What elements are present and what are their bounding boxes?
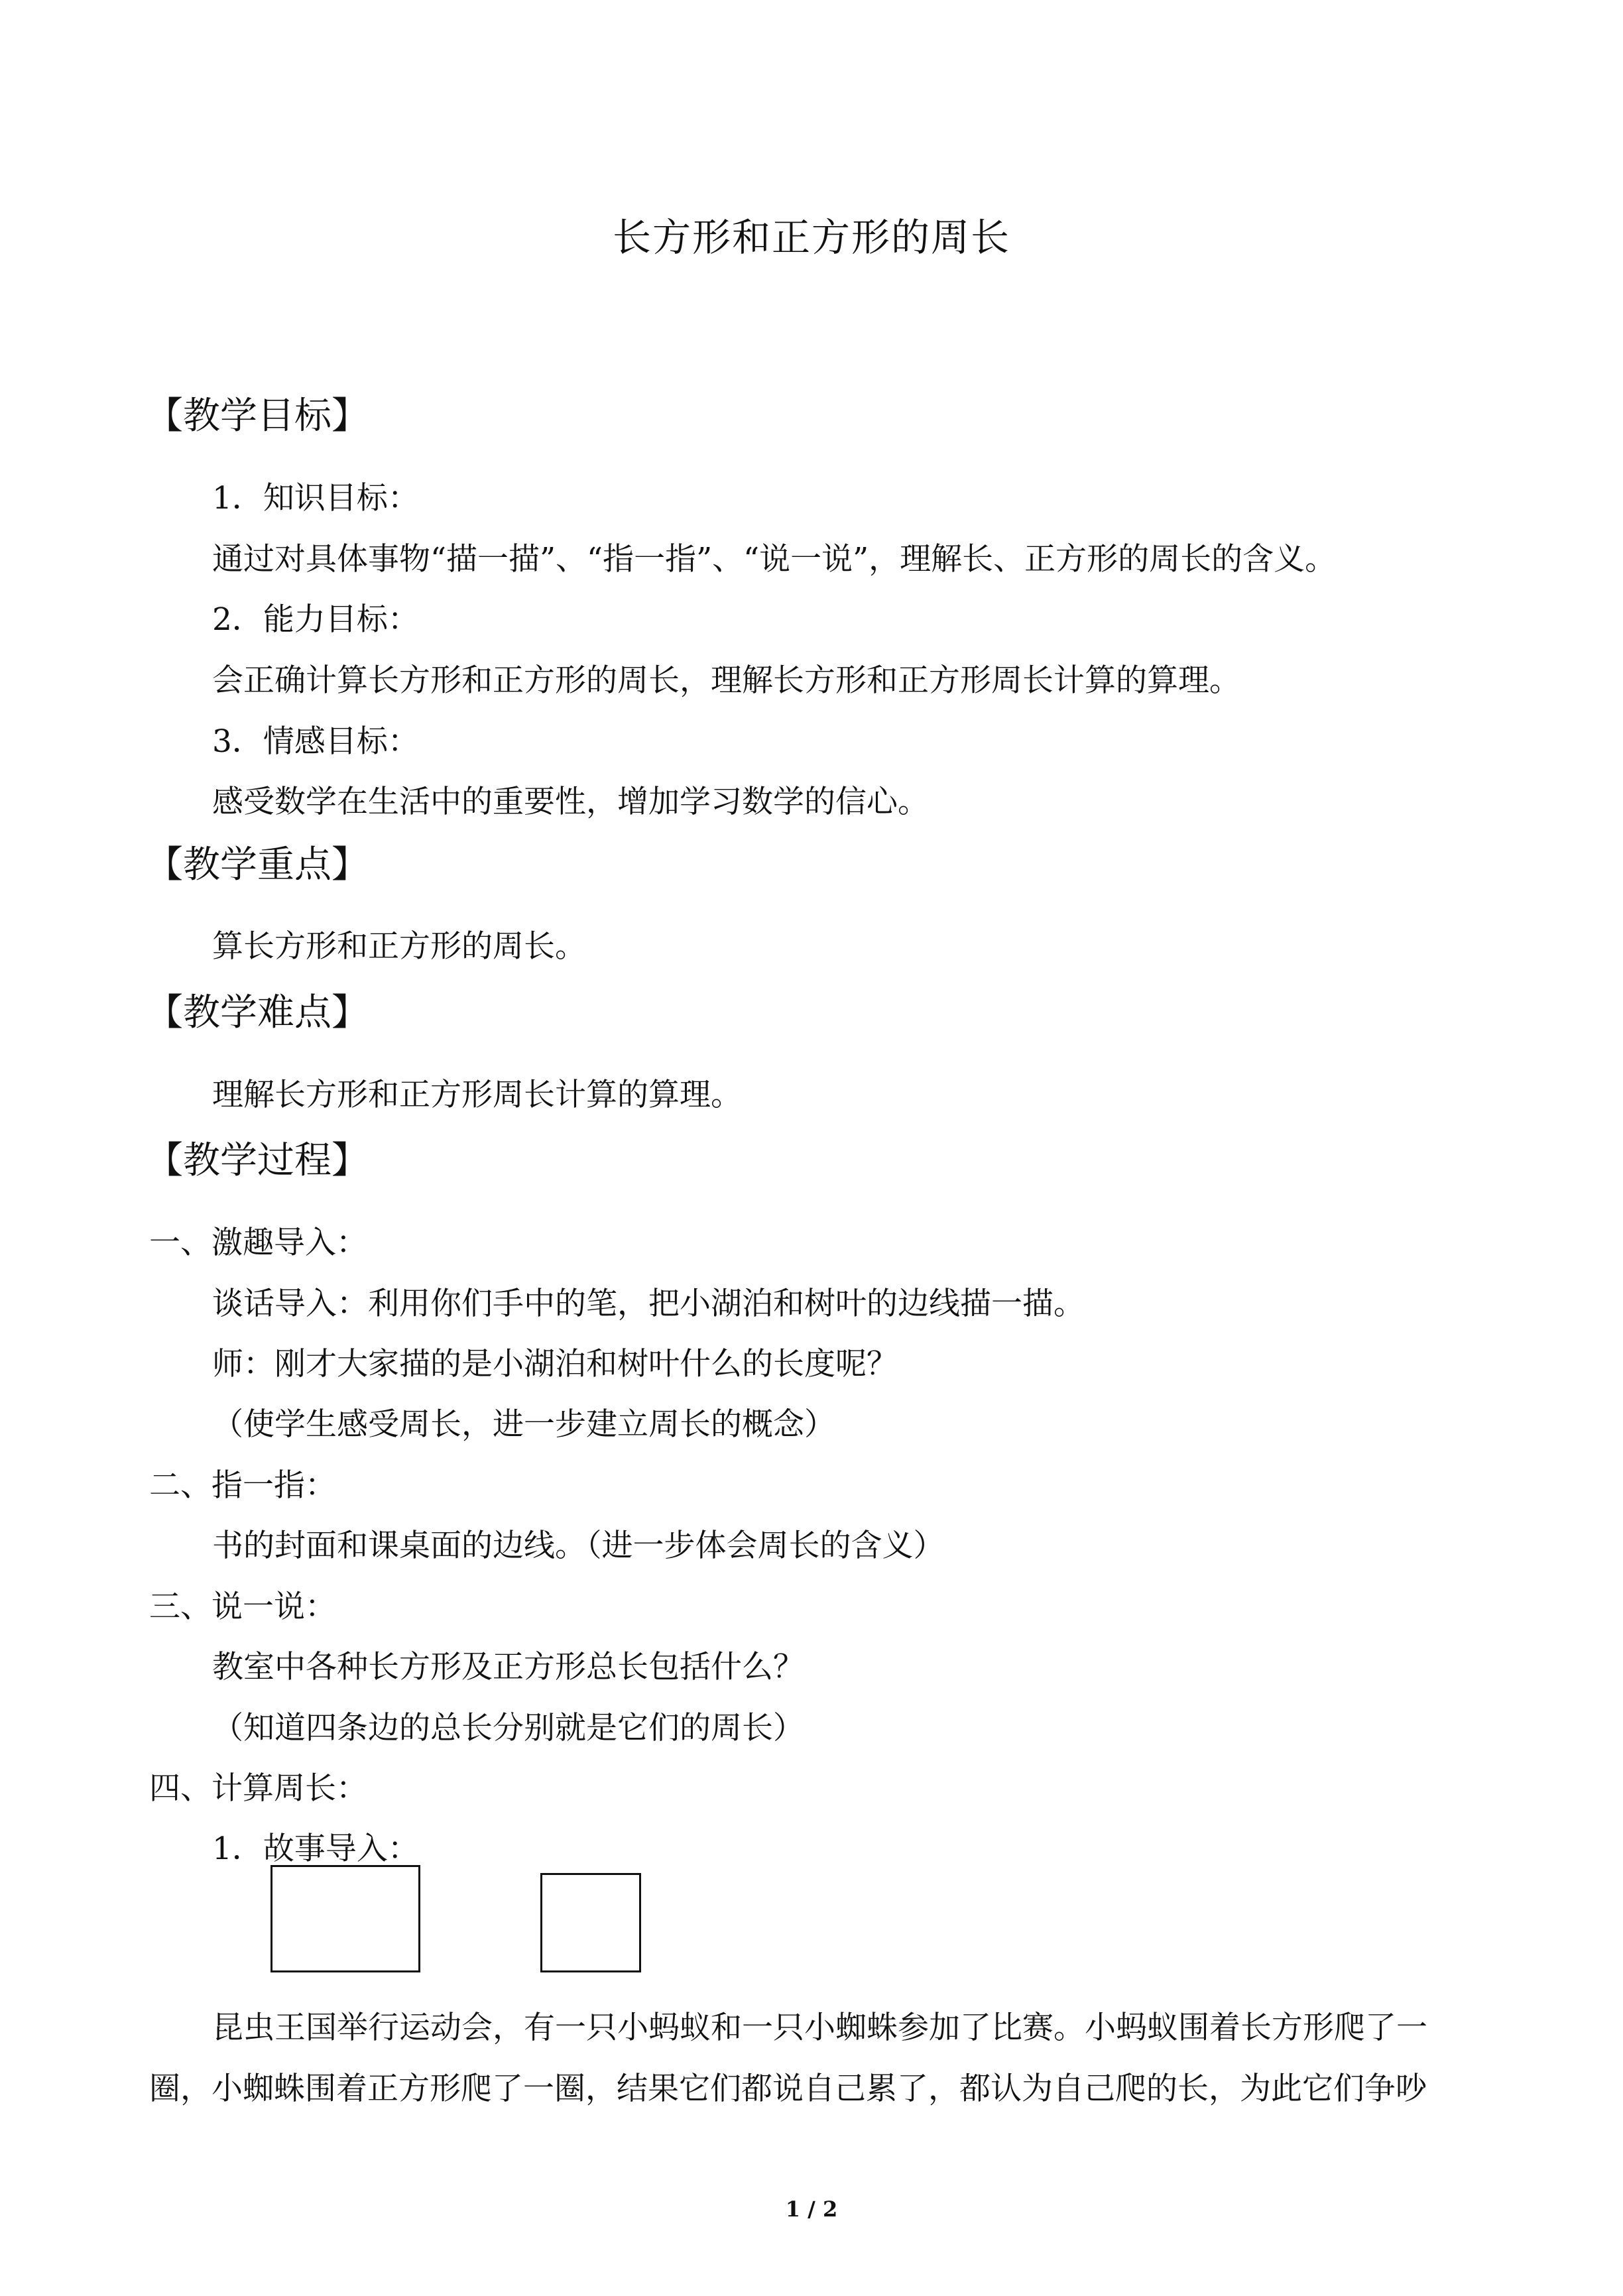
rectangle-figure [270,1865,420,1972]
objective-2-text: 会正确计算长方形和正方形的周长，理解长方形和正方形周长计算的算理。 [212,662,1240,699]
step-1-label: 一、激趣导入： [149,1225,367,1261]
objective-1-label: 1．知识目标： [212,480,419,516]
square-figure [540,1873,641,1972]
objective-2-label: 2．能力目标： [212,601,419,638]
heading-difficulties: 【教学难点】 [146,991,369,1034]
step-4-sub-1: 1．故事导入： [212,1831,419,1867]
step-1-line-3: （使学生感受周长，进一步建立周长的概念） [212,1406,835,1443]
objective-1-text: 通过对具体事物“描一描”、“指一指”、“说一说”，理解长、正方形的周长的含义。 [212,541,1337,577]
step-4-label: 四、计算周长： [149,1770,367,1807]
step-1-line-1: 谈话导入：利用你们手中的笔，把小湖泊和树叶的边线描一描。 [212,1286,1085,1322]
objective-3-label: 3．情感目标： [212,723,419,760]
step-3-line-2: （知道四条边的总长分别就是它们的周长） [212,1710,804,1746]
page-title: 长方形和正方形的周长 [612,215,1010,260]
step-1-line-2: 师：刚才大家描的是小湖泊和树叶什么的长度呢？ [212,1346,898,1382]
heading-key-points: 【教学重点】 [146,843,369,886]
difficulties-text: 理解长方形和正方形周长计算的算理。 [212,1077,742,1113]
heading-process: 【教学过程】 [146,1139,369,1182]
key-points-text: 算长方形和正方形的周长。 [212,928,586,965]
story-paragraph [149,2007,1482,2110]
story-row-1: 昆虫王国举行运动会，有一只小蚂蚁和一只小蜘蛛参加了比赛。小蚂蚁围着长方形爬了一 [212,2010,1427,2046]
story-row-2: 圈，小蜘蛛围着正方形爬了一圈，结果它们都说自己累了，都认为自己爬的长，为此它们争吵 [149,2071,1427,2107]
page-number: 1 / 2 [785,2197,838,2222]
step-2-line-1: 书的封面和课桌面的边线。（进一步体会周长的含义） [212,1528,945,1564]
objective-3-text: 感受数学在生活中的重要性，增加学习数学的信心。 [212,784,929,820]
heading-objectives: 【教学目标】 [146,394,369,438]
step-3-label: 三、说一说： [149,1589,336,1625]
step-2-label: 二、指一指： [149,1467,336,1504]
step-3-line-1: 教室中各种长方形及正方形总长包括什么？ [212,1649,804,1685]
